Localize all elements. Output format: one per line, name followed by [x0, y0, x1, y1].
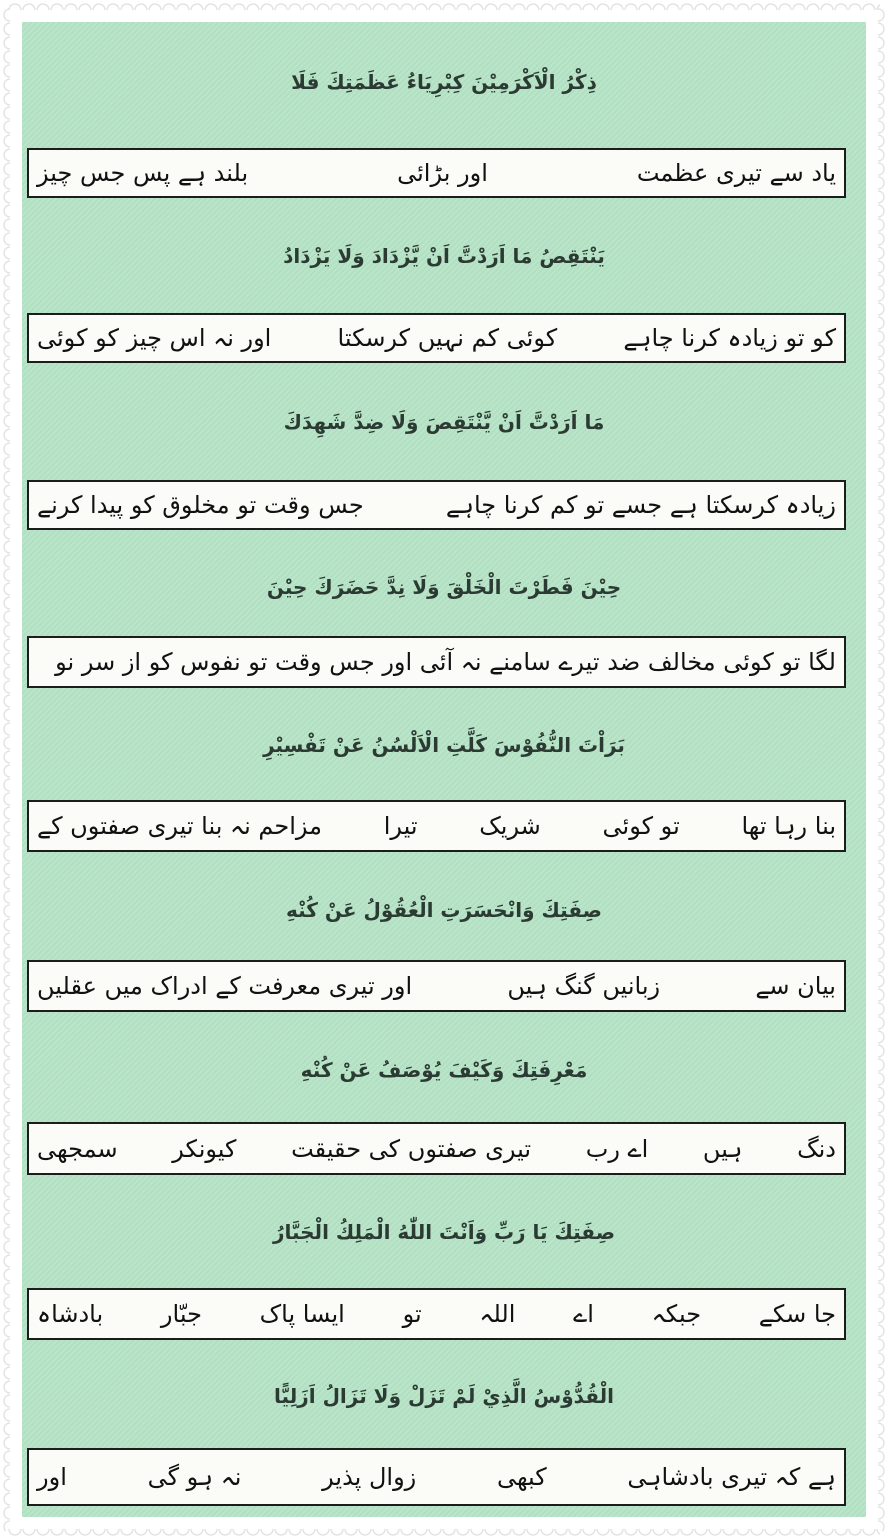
arabic-verse-7: مَعْرِفَتِكَ وَكَيْفَ يُوْصَفُ عَنْ كُنْهِ	[300, 1058, 588, 1082]
urdu-translation-2	[27, 313, 846, 363]
urdu-segment: جا سکے	[758, 1300, 836, 1328]
urdu-segment: تو	[402, 1300, 422, 1328]
stamp-border-right	[878, 8, 886, 1531]
urdu-translation-3	[27, 480, 846, 530]
urdu-segment: کبھی	[496, 1463, 547, 1491]
urdu-segment: زبانیں گنگ ہیں	[507, 972, 661, 1000]
urdu-segment: بیان سے	[755, 972, 836, 1000]
urdu-translation-1	[27, 148, 846, 198]
urdu-segment: کیونکر	[172, 1134, 237, 1163]
urdu-segment: جس وقت تو مخلوق کو پیدا کرنے	[37, 491, 364, 519]
urdu-segment: لگا تو کوئی مخالف ضد تیرے سامنے نہ آئی اور جس وقت تو نفوس کو از سر نو	[55, 648, 836, 676]
arabic-verse-2: يَنْتَقِصُ مَا اَرَدْتَّ اَنْ يَّزْدَادَ وَلَا يَزْدَادُ	[283, 244, 605, 268]
urdu-segment: بادشاہ	[37, 1300, 104, 1328]
urdu-segment: جبّار	[160, 1300, 202, 1328]
arabic-verse-8: صِفَتِكَ يَا رَبِّ وَاَنْتَ اللّٰهُ الْمَلِكُ الْجَبَّارُ	[272, 1220, 616, 1244]
urdu-translation-6	[27, 960, 846, 1012]
urdu-segment: اور	[37, 1463, 67, 1491]
urdu-segment: بلند ہے پس جس چیز	[37, 159, 249, 187]
arabic-verse-4: حِيْنَ فَطَرْتَ الْخَلْقَ وَلَا نِدَّ حَضَرَكَ حِيْنَ	[266, 575, 622, 599]
urdu-segment: کوئی کم نہیں کرسکتا	[337, 324, 558, 352]
urdu-segment: زیادہ کرسکتا ہے جسے تو کم کرنا چاہے	[445, 491, 836, 519]
arabic-verse-1: ذِكْرُ الْاَكْرَمِيْنَ كِبْرِيَاءُ عَظَمَتِكَ فَلَا	[291, 70, 597, 94]
urdu-segment: تیرا	[383, 812, 418, 840]
urdu-segment: ہیں	[702, 1134, 743, 1163]
arabic-verse-5: بَرَاْتَ النُّفُوْسَ كَلَّتِ الْاَلْسُنُ عَنْ تَفْسِيْرِ	[263, 733, 625, 757]
urdu-segment: اے	[573, 1300, 594, 1328]
urdu-segment: اور نہ اس چیز کو کوئی	[37, 324, 272, 352]
urdu-translation-4	[27, 636, 846, 688]
urdu-segment: تو کوئی	[602, 812, 680, 840]
urdu-segment: بنا رہا تھا	[741, 812, 836, 840]
urdu-translation-7	[27, 1122, 846, 1175]
urdu-segment: اور بڑائی	[397, 159, 488, 187]
urdu-translation-8	[27, 1288, 846, 1340]
urdu-segment: شریک	[479, 812, 541, 840]
urdu-segment: نہ ہو گی	[147, 1463, 242, 1491]
urdu-segment: تیری صفتوں کی حقیقت	[291, 1134, 532, 1163]
stamp-border-left	[2, 8, 10, 1531]
urdu-segment: اور تیری معرفت کے ادراک میں عقلیں	[37, 972, 413, 1000]
arabic-verse-3: مَا اَرَدْتَّ اَنْ يَّنْتَقِصَ وَلَا ضِدَّ شَهِدَكَ	[283, 410, 605, 434]
urdu-segment: دنگ	[797, 1134, 836, 1163]
urdu-translation-5	[27, 800, 846, 852]
urdu-segment: ہے کہ تیری بادشاہی	[627, 1463, 836, 1491]
stamp-border-top	[8, 2, 880, 10]
urdu-segment: سمجھی	[37, 1134, 118, 1163]
stamp-border-bottom	[8, 1529, 880, 1537]
urdu-segment: یاد سے تیری عظمت	[636, 159, 836, 187]
urdu-segment: اے رب	[585, 1134, 649, 1163]
urdu-segment: زوال پذیر	[322, 1463, 417, 1491]
urdu-translation-9	[27, 1448, 846, 1506]
urdu-segment: اللہ	[479, 1300, 516, 1328]
urdu-segment: جبکہ	[651, 1300, 702, 1328]
urdu-segment: مزاحم نہ بنا تیری صفتوں کے	[37, 812, 322, 840]
prayer-page	[22, 22, 866, 1517]
arabic-verse-9: الْقُدُّوْسُ الَّذِيْ لَمْ تَزَلْ وَلَا تَزَالُ اَزَلِيًّا	[274, 1384, 614, 1408]
urdu-segment: ایسا پاک	[259, 1300, 345, 1328]
arabic-verse-6: صِفَتِكَ وَانْحَسَرَتِ الْعُقُوْلُ عَنْ كُنْهِ	[286, 898, 602, 922]
urdu-segment: کو تو زیادہ کرنا چاہے	[623, 324, 836, 352]
